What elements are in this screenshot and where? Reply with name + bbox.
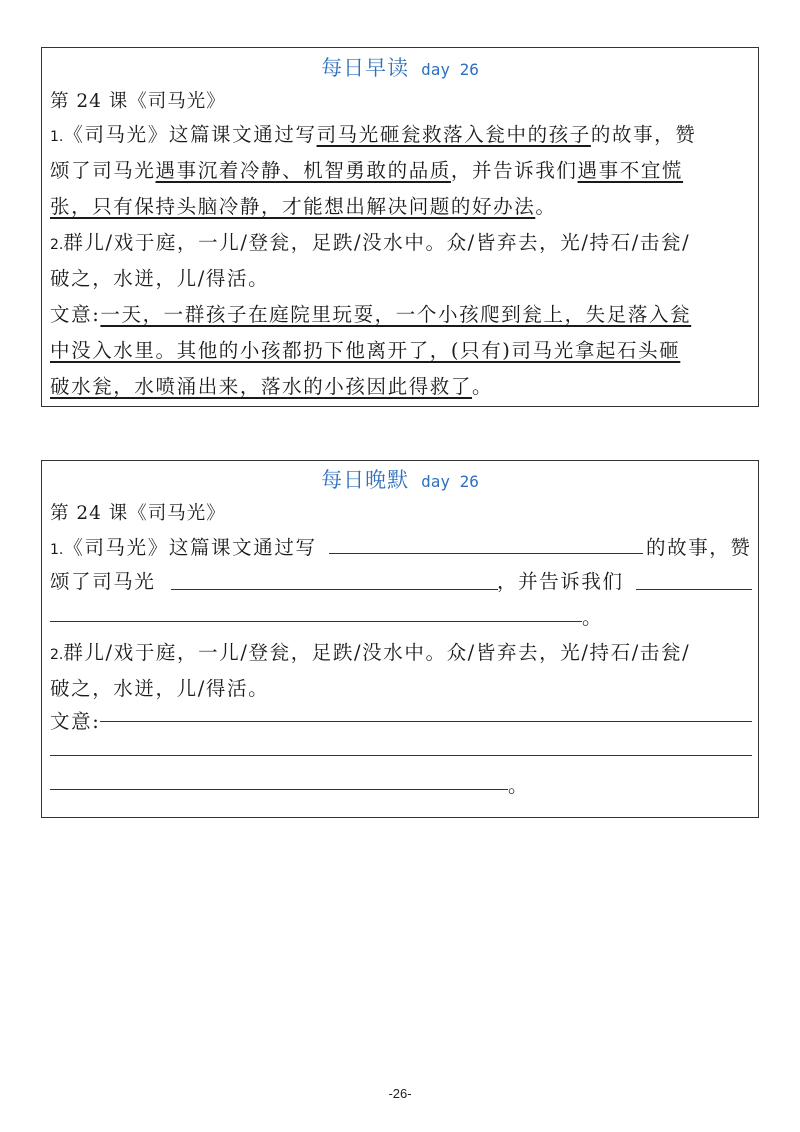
morning-title-text: 每日早读 [321,56,410,80]
evening-q1-text2: 的故事，赞 [646,536,752,559]
morning-meaning-line1 [50,299,691,327]
morning-meaning-line2 [50,335,680,363]
morning-lesson: 第 24 课《司马光》 [50,91,226,112]
morning-q2-number: 2. [50,237,64,253]
morning-q1-answer3b: 张，只有保持头脑冷静，才能想出解决问题的好办法 [50,195,536,218]
evening-title-text: 每日晚默 [321,468,410,492]
morning-meaning-text2: 中没入水里。其他的小孩都扔下他离开了，(只有)司马光拿起石头砸 [50,339,681,362]
evening-meaning-blank3[interactable] [50,789,508,790]
morning-meaning-label: 文意: [50,303,101,326]
evening-q1-text: 《司马光》这篇课文通过写 [63,536,317,559]
evening-q1-line1 [50,532,317,560]
morning-q1-text: 《司马光》这篇课文通过写 [63,123,317,146]
morning-q1-l2-text2: ，并告诉我们 [450,159,578,182]
evening-q2-line1 [50,637,690,665]
evening-meaning-blank1[interactable] [100,721,752,722]
morning-reading-box [41,47,759,407]
evening-meaning-blank2[interactable] [50,755,752,756]
evening-q1-line2-mid: ，并告诉我们 [497,570,624,593]
morning-q2-line1 [50,227,690,255]
morning-q1-text2: 的故事，赞 [590,123,697,146]
morning-q2-line2: 破之，水迸，儿/得活。 [50,267,270,290]
evening-q1-blank3[interactable] [636,589,752,590]
evening-q1-blank1[interactable] [329,553,643,554]
evening-lesson: 第 24 课《司马光》 [50,503,226,524]
morning-title [42,52,758,82]
morning-meaning-line3 [50,371,493,399]
morning-q1-number: 1. [50,129,64,145]
evening-dictation-box [41,460,759,818]
morning-meaning-text3: 破水瓮，水喷涌出来，落水的小孩因此得救了 [50,375,473,398]
morning-q1-l2-text: 颂了司马光 [50,159,156,182]
evening-title [42,464,758,494]
evening-q2-number: 2. [50,647,64,663]
evening-q2-line2: 破之，水迸，儿/得活。 [50,677,270,700]
evening-meaning-end: 。 [508,774,528,797]
evening-q1-blank4[interactable] [50,621,582,622]
morning-q1-line2 [50,155,683,183]
evening-q1-end: 。 [582,606,602,629]
morning-day: day 26 [421,60,479,79]
morning-meaning-end: 。 [472,375,494,398]
morning-q1-end: 。 [535,195,557,218]
evening-q1-number: 1. [50,542,64,558]
page-number: -26- [388,1086,412,1101]
morning-q1-answer3a: 遇事不宜慌 [577,159,684,182]
evening-q2-text1: 群儿/戏于庭，一儿/登瓮，足跌/没水中。众/皆弃去，光/持石/击瓮/ [63,641,691,664]
morning-q2-text1: 群儿/戏于庭，一儿/登瓮，足跌/没水中。众/皆弃去，光/持石/击瓮/ [63,231,691,254]
morning-meaning-text1: 一天，一群孩子在庭院里玩耍，一个小孩爬到瓮上，失足落入瓮 [100,303,692,326]
morning-q1-answer1: 司马光砸瓮救落入瓮中的孩子 [316,123,591,146]
morning-q1-line1 [50,119,696,147]
evening-day: day 26 [421,472,479,491]
morning-q1-answer2: 遇事沉着冷静、机智勇敢的品质 [155,159,451,182]
morning-q1-line3 [50,191,556,219]
evening-meaning-label: 文意: [50,710,101,733]
evening-q1-line2-pre: 颂了司马光 [50,570,156,593]
evening-q1-blank2[interactable] [171,589,498,590]
